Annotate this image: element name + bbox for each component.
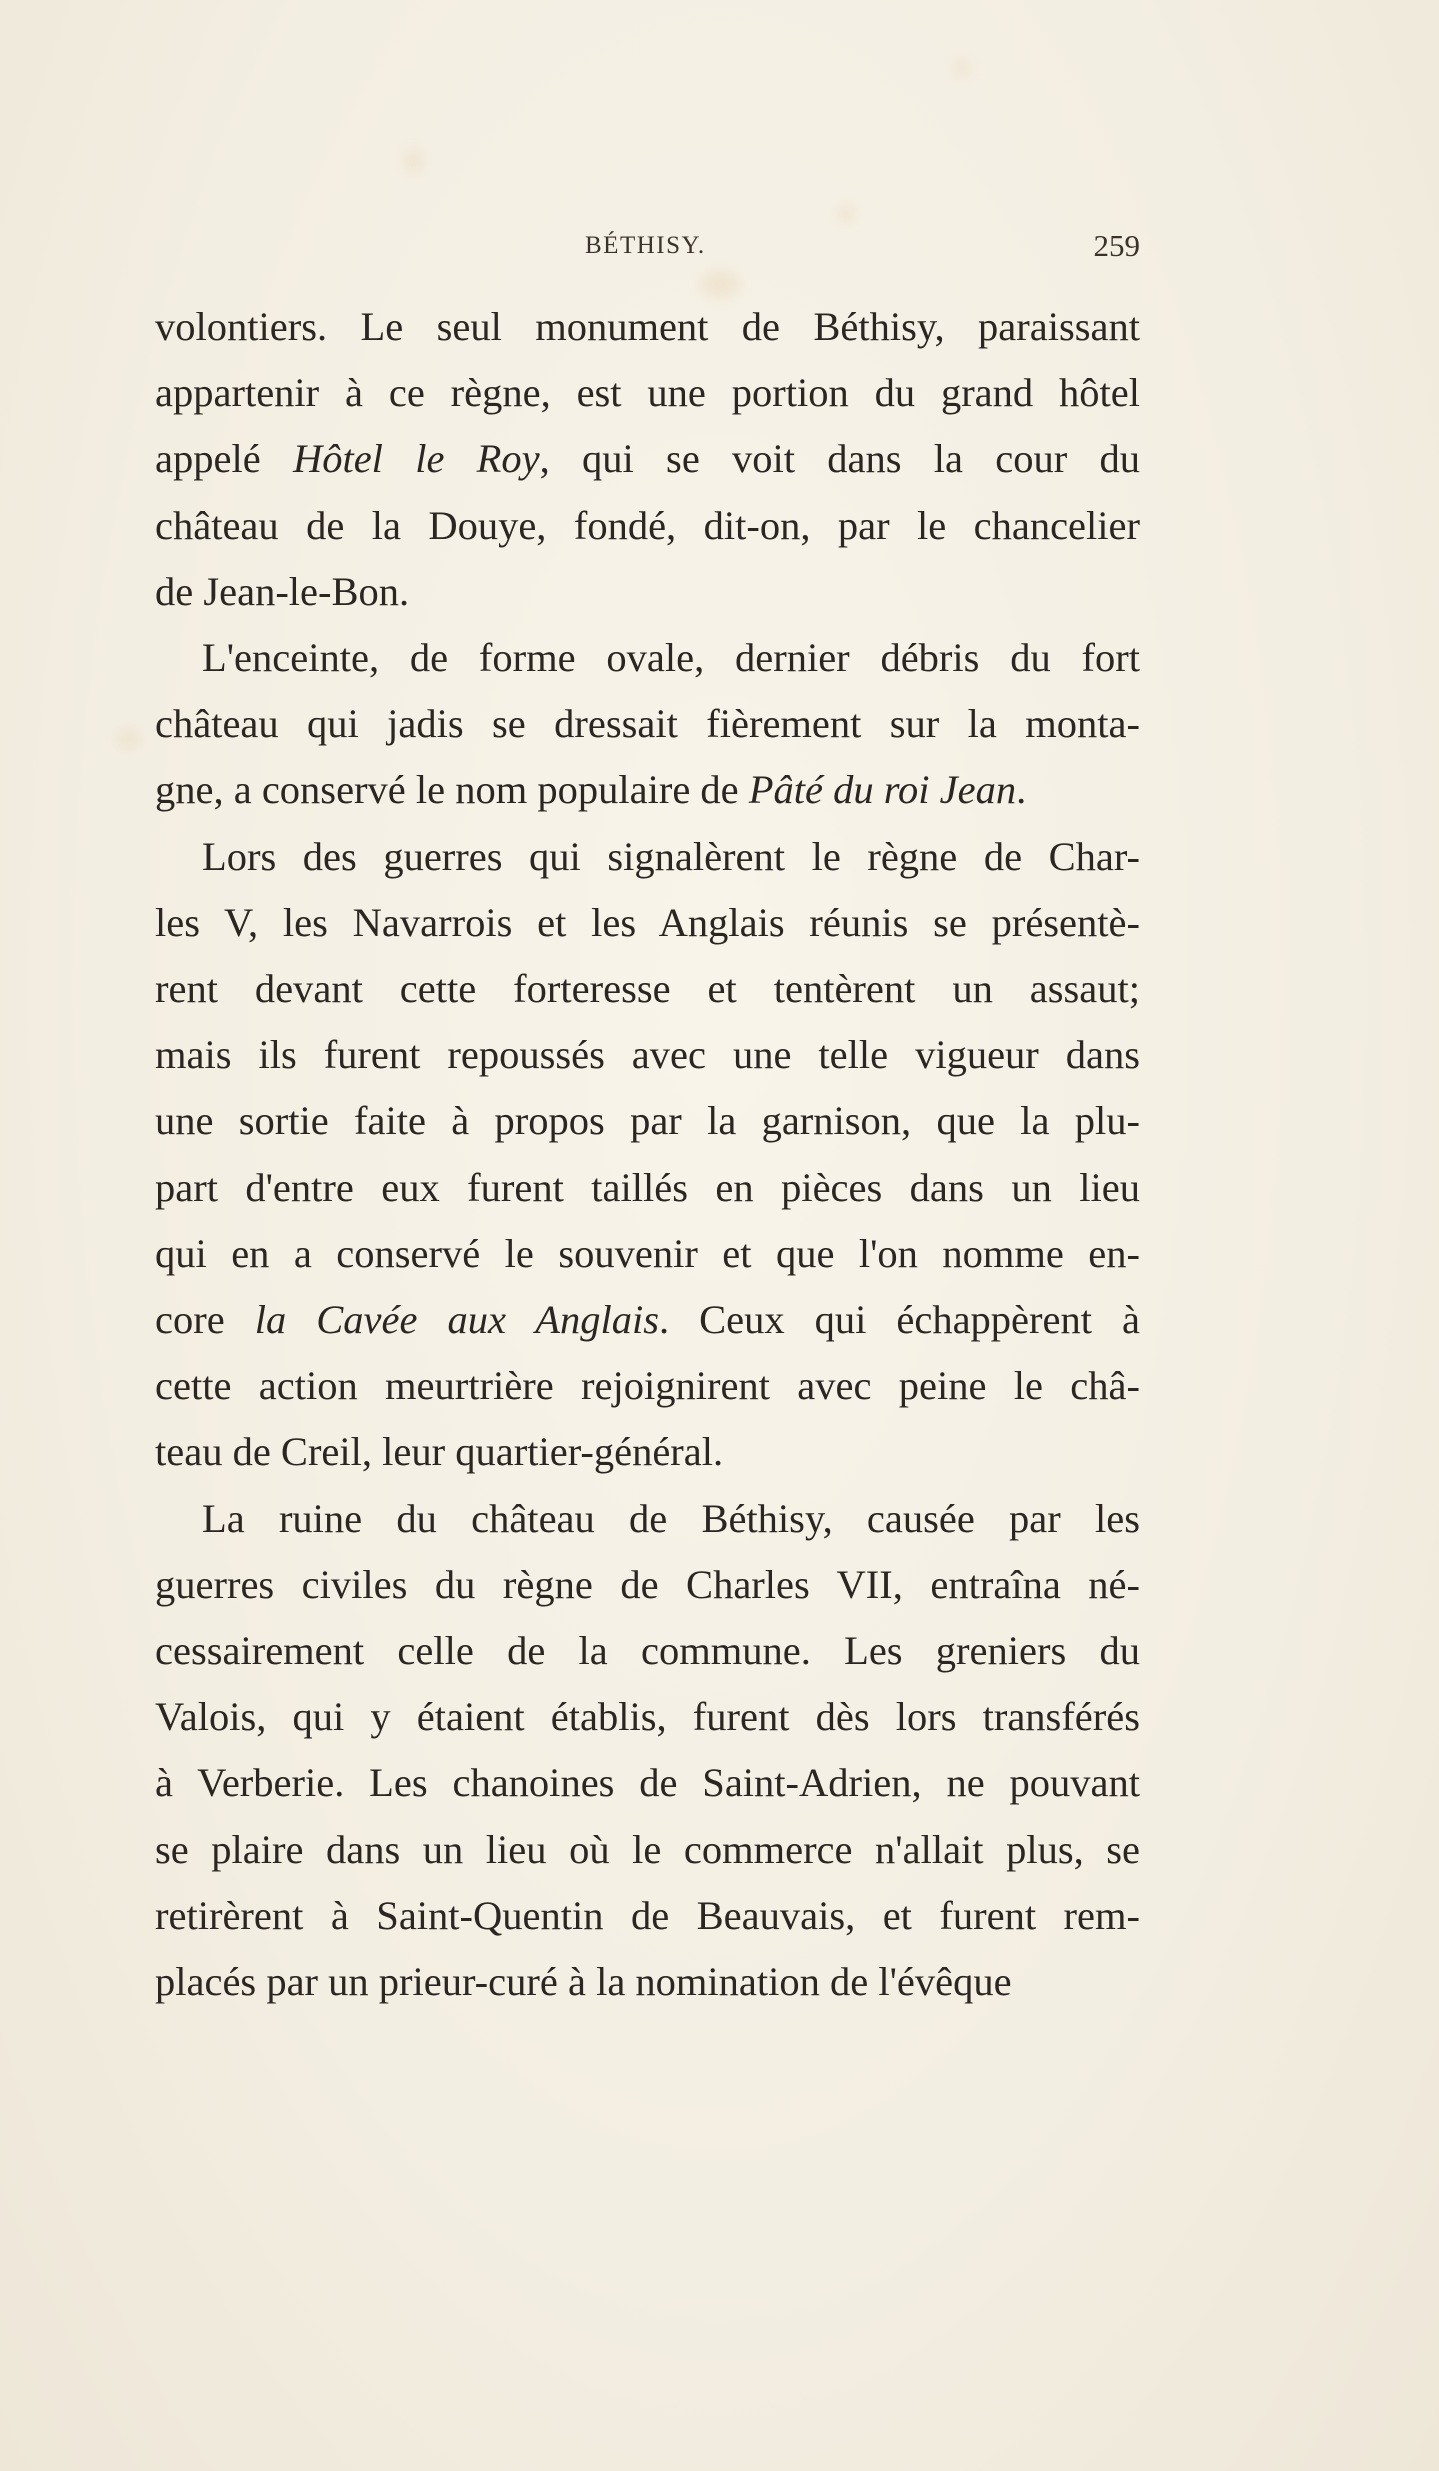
text-line <box>155 1684 1140 1750</box>
page-number: 259 <box>1093 228 1140 263</box>
paragraph <box>155 824 1140 1486</box>
text-line <box>155 1353 1140 1419</box>
foxing-stain <box>838 205 854 223</box>
text-segment: La ruine du château de Béthisy, causée par les <box>202 1495 1140 1541</box>
foxing-stain <box>955 60 969 76</box>
text-segment: Lors des guerres qui signalèrent le règne de Char- <box>202 833 1140 879</box>
text-line <box>155 1486 1140 1552</box>
text-segment: gne, a conservé le nom populaire de <box>155 767 749 813</box>
text-segment: cessairement celle de la commune. Les greniers du <box>155 1628 1140 1674</box>
text-line <box>155 426 1140 492</box>
text-segment: de Jean-le-Bon. <box>155 568 410 614</box>
text-line <box>155 559 1140 625</box>
text-segment: mais ils furent repoussés avec une telle vigueur dans <box>155 1032 1140 1078</box>
italic-phrase: la Cavée aux Anglais <box>254 1297 659 1343</box>
text-segment: L'enceinte, de forme ovale, dernier débris du fort <box>202 635 1140 681</box>
text-line <box>155 1552 1140 1618</box>
running-head: BÉTHISY. <box>585 232 706 259</box>
text-segment: retirèrent à Saint-Quentin de Beauvais, et furent rem- <box>155 1892 1140 1938</box>
text-line <box>155 1817 1140 1883</box>
paragraph <box>155 625 1140 824</box>
text-line <box>155 493 1140 559</box>
text-line <box>155 824 1140 890</box>
text-segment: appelé <box>155 436 293 482</box>
body-text <box>155 294 1140 2015</box>
text-segment: . <box>1016 767 1027 813</box>
text-segment: château qui jadis se dressait fièrement sur la monta- <box>155 701 1140 747</box>
text-segment: une sortie faite à propos par la garnison, que la plu- <box>155 1098 1140 1144</box>
text-segment: teau de Creil, leur quartier-général. <box>155 1429 724 1475</box>
text-segment: les V, les Navarrois et les Anglais réunis se présentè- <box>155 899 1140 945</box>
text-line <box>155 1155 1140 1221</box>
text-line <box>155 956 1140 1022</box>
foxing-stain <box>118 730 140 748</box>
text-segment: volontiers. Le seul monument de Béthisy, paraissant <box>155 304 1140 349</box>
text-line <box>155 1022 1140 1088</box>
paragraph <box>155 294 1140 625</box>
text-segment: placés par un prieur-curé à la nomination de l'évêque <box>155 1959 1012 2005</box>
text-line <box>155 691 1140 757</box>
paragraph <box>155 1486 1140 2016</box>
text-line <box>155 1949 1140 2015</box>
text-segment: rent devant cette forteresse et tentèrent un assaut; <box>155 966 1140 1012</box>
text-segment: château de la Douye, fondé, dit-on, par le chancelier <box>155 502 1140 548</box>
text-segment: guerres civiles du règne de Charles VII, entraîna né- <box>155 1561 1140 1607</box>
text-line <box>155 360 1140 426</box>
text-segment: appartenir à ce règne, est une portion du grand hôtel <box>155 370 1140 416</box>
text-line <box>155 1883 1140 1949</box>
text-line <box>155 625 1140 691</box>
text-segment: , qui se voit dans la cour du <box>539 436 1141 482</box>
text-line <box>155 1618 1140 1684</box>
page-header <box>155 228 1140 272</box>
text-line <box>155 1419 1140 1485</box>
italic-phrase: Pâté du roi Jean <box>748 767 1017 813</box>
text-line <box>155 757 1140 823</box>
text-line <box>155 1750 1140 1816</box>
text-segment: . Ceux qui échappèrent à <box>658 1297 1140 1343</box>
text-segment: Valois, qui y étaient établis, furent dès lors transférés <box>155 1694 1140 1740</box>
text-line <box>155 294 1140 360</box>
text-line <box>155 1088 1140 1154</box>
text-line <box>155 1287 1140 1353</box>
text-line <box>155 1221 1140 1287</box>
text-line <box>155 890 1140 956</box>
text-segment: core <box>155 1297 255 1343</box>
text-segment: à Verberie. Les chanoines de Saint-Adrien, ne pouvant <box>155 1760 1140 1806</box>
foxing-stain <box>405 150 423 172</box>
italic-phrase: Hôtel le Roy <box>292 436 540 482</box>
text-segment: se plaire dans un lieu où le commerce n'allait plus, se <box>155 1826 1140 1872</box>
text-segment: part d'entre eux furent taillés en pièces dans un lieu <box>155 1164 1140 1210</box>
text-segment: qui en a conservé le souvenir et que l'on nomme en- <box>155 1230 1140 1276</box>
text-segment: cette action meurtrière rejoignirent avec peine le châ- <box>155 1363 1140 1409</box>
